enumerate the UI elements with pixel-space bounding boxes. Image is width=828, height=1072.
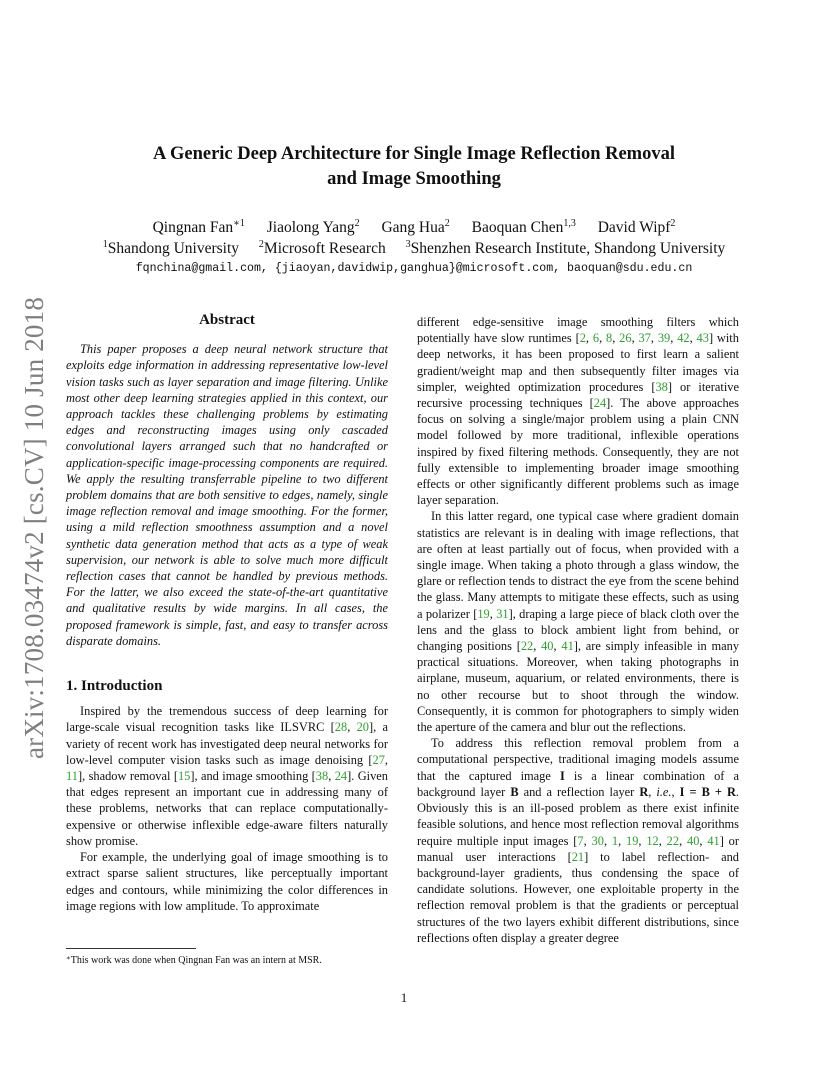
- text-run: different edge-sensitive image smoothing filters which potentially have slow runtimes [: [417, 315, 739, 346]
- text-run: ], a variety of recent work has investigated deep neural networks for low-level computer vision tasks such as image denoising [: [66, 720, 389, 767]
- author-name: Qingnan Fan: [152, 219, 234, 236]
- author-sup: 2: [444, 218, 450, 229]
- text-run: ] or iterative recursive processing techniques [: [417, 379, 740, 411]
- text-run: and a reflection layer: [518, 784, 640, 799]
- text-run: To address this reflection removal problem from a computational perspective, traditional imaging models assume that the captured image: [417, 736, 739, 783]
- right-paragraph-3: To address this reflection removal problem from a computational perspective, traditional imaging models assume that the captured image I is a linear combination of a background layer B and a reflection layer R, i.e., I = B + R. Obviously this is an ill-posed problem as there exist infinite feasible solutions, and hence most reflection removal algorithms require multiple input images [7, 30, 1, 19, 12, 22, 40, 41] or manual user interactions [21] to label reflection- and background-layer gradients, thus condensing the space of candidate solutions. However, one exploitable property in the reflection removal problem is that the gradients or perceptual structures of the two layers exhibit different distributions, since reflections often display a greater degree: [417, 736, 740, 945]
- title-line-2: and Image Smoothing: [327, 169, 501, 189]
- citation-link[interactable]: 41: [561, 639, 574, 654]
- introduction-heading: 1. Introduction: [66, 678, 163, 695]
- affil-sup: 2: [258, 239, 264, 250]
- page-number: 1: [400, 990, 408, 1005]
- text-run: ]. Given that edges represent an important cue in addressing many of these problems, networks that can replace computationally-expensive or otherwise inflexible edge-aware filters naturally show promise.: [66, 769, 388, 848]
- arxiv-stamp: arXiv:1708.03474v2 [cs.CV] 10 Jun 2018: [19, 296, 49, 760]
- citation-link[interactable]: 8: [606, 331, 613, 346]
- right-column: [417, 314, 739, 946]
- citation-link[interactable]: 30: [591, 833, 604, 848]
- citation-link[interactable]: 6: [592, 331, 600, 346]
- author-name: Gang Hua: [381, 219, 445, 236]
- intro-paragraph-2: For example, the underlying goal of image smoothing is to extract sparse salient structures, like perceptually important edges and contours, while minimizing the color differences in image regions with low amplitude. To approximate: [66, 850, 388, 913]
- citation-link[interactable]: 40: [687, 833, 700, 848]
- text-run: ] to label reflection- and background-layer gradients, thus condensing the space of candidate solutions. However, one exploitable property in the reflection removal problem is that the gradients or perceptual structures of the two layers exhibit different distributions, since reflections often display a greater degree: [417, 849, 739, 945]
- citation-link[interactable]: 11: [66, 769, 78, 784]
- author-sup: 1,3: [563, 218, 576, 229]
- citation-link[interactable]: 24: [593, 396, 607, 411]
- footnote-rule: [66, 948, 196, 949]
- citation-link[interactable]: 22: [666, 833, 680, 848]
- text-run: Inspired by the tremendous success of deep learning for large-scale visual recognition tasks like ILSVRC [: [66, 704, 388, 735]
- math-symbol: R: [639, 784, 649, 799]
- text-run: ], shadow removal [: [77, 769, 178, 784]
- right-paragraph-2: In this latter regard, one typical case where gradient domain statistics are relevant is in dealing with image reflections, that are often at least partially out of focus, when provided with a single image. When taking a photo through a glass window, the glare or reflection tends to distract the eye from the scene behind the glass. Many attempts to mitigate these effects, such as using a polarizer [19, 31], draping a large piece of black cloth over the lens and the glass to block ambient light from behind, or changing positions [22, 40, 41], are simply infeasible in many practical situations. Moreover, when taking photographs in airplane, museum, aquarium, or related environments, there is no other recourse but to shoot through the window. Consequently, it is common for photographers to simply widen the aperture of the camera and blur out the reflections.: [417, 509, 740, 735]
- abstract-text: This paper proposes a deep neural network structure that exploits edge information in addressing representative low-level vision tasks such as layer separation and image filtering. Unlike most other deep learning strategies applied in this context, our approach tackles these challenging problems by estimating edges and reconstructing images using only cascaded convolutional layers arranged such that no handcrafted or application-specific image-processing components are required. We apply the resulting transferrable pipeline to two different problem domains that are both sensitive to edges, namely, single image reflection removal and image smoothing. For the former, using a mild reflection smoothness assumption and a novel synthetic data generation method that acts as a type of weak supervision, our network is able to solve much more difficult reflection cases that cannot be handled by previous methods. For the latter, we also exceed the state-of-the-art quantitative and qualitative results by wide margins. In all cases, the proposed framework is simple, fast, and easy to transfer across disparate domains.: [66, 342, 388, 648]
- text-run: i.e.: [656, 784, 672, 799]
- affiliation-list: [0, 238, 828, 259]
- text-run: ,: [648, 784, 657, 799]
- paper-title: [0, 142, 828, 192]
- text-run: ,: [671, 784, 680, 799]
- citation-link[interactable]: 15: [177, 769, 191, 784]
- citation-link[interactable]: 20: [356, 720, 369, 735]
- citation-link[interactable]: 22: [520, 639, 534, 654]
- footnote-text: This work was done when Qingnan Fan was an intern at MSR.: [70, 955, 322, 966]
- text-run: ] with deep networks, it has been proposed to first learn a salient gradient/weight map and then subsequently filter images via simpler, weighted optimization procedures [: [417, 331, 739, 394]
- author-hua: [381, 219, 449, 236]
- intro-paragraph-1: Inspired by the tremendous success of deep learning for large-scale visual recognition tasks like ILSVRC [28, 20], a variety of recent work has investigated deep neural networks for low-level computer vision tasks such as image denoising [27, 11], shadow removal [15], and image smoothing [38, 24]. Given that edges represent an important cue in addressing many of these problems, networks that can replace computationally-expensive or otherwise inflexible edge-aware filters naturally show promise.: [66, 704, 389, 848]
- citation-link[interactable]: 12: [646, 833, 659, 848]
- affil-name: Shenzhen Research Institute, Shandong University: [410, 240, 726, 257]
- citation-link[interactable]: 41: [707, 833, 720, 848]
- text-run: ] or manual user interactions [: [417, 833, 739, 864]
- text-run: In this latter regard, one typical case where gradient domain statistics are relevant is in dealing with image reflections, that are often at least partially out of focus, when provided with a single image. When taking a photo through a glass window, the glare or reflection tends to distract the eye from the scene behind the glass. Many attempts to mitigate these effects, such as using a polarizer [: [417, 509, 739, 621]
- math-symbol: B: [510, 784, 519, 799]
- author-chen: [472, 219, 576, 236]
- footnote: [66, 948, 388, 967]
- citation-link[interactable]: 40: [541, 639, 554, 654]
- author-yang: [267, 219, 360, 236]
- affil-sup: 1: [102, 239, 108, 250]
- citation-link[interactable]: 21: [571, 849, 585, 864]
- title-line-1: A Generic Deep Architecture for Single Image Reflection Removal: [153, 144, 675, 164]
- author-emails[interactable]: fqnchina@gmail.com, {jiaoyan,davidwip,ganghua}@microsoft.com, baoquan@sdu.edu.cn: [135, 262, 693, 275]
- citation-link[interactable]: 27: [372, 752, 385, 767]
- right-paragraph-1: different edge-sensitive image smoothing filters which potentially have slow runtimes [2, 6, 8, 26, 37, 39, 42, 43] with deep networks, it has been proposed to first learn a salient gradient/weight map and then subsequently filter images via simpler, weighted optimization procedures [38] or iterative recursive processing techniques [24]. The above approaches focus on solving a single/major problem using a plain CNN model followed by more traditional, inflexible operations inspired by fixed filtering methods. Consequently, they are not fully extensible to implementing broader image smoothing effects or other significantly different problems such as image layer separation.: [417, 315, 740, 508]
- affiliation-3: [406, 240, 726, 257]
- citation-link[interactable]: 38: [655, 379, 668, 394]
- text-run: ]. The above approaches focus on solving a single/major problem using a plain CNN model followed by more traditional, inflexible operations inspired by fixed filtering methods. Consequently, they are not fully extensible to implementing broader image smoothing effects or other significantly different problems such as image layer separation.: [417, 396, 740, 508]
- left-column: [66, 312, 388, 914]
- author-block: [0, 217, 828, 259]
- affil-sup: 3: [405, 239, 411, 250]
- citation-link[interactable]: 37: [638, 331, 651, 346]
- citation-link[interactable]: 43: [696, 331, 709, 346]
- author-wipf: [598, 219, 676, 236]
- text-run: ], and image smoothing [: [190, 769, 316, 784]
- citation-link[interactable]: 19: [626, 833, 639, 848]
- citation-link[interactable]: 7: [577, 833, 584, 848]
- citation-link[interactable]: 38: [315, 769, 329, 784]
- citation-link[interactable]: 26: [619, 331, 632, 346]
- author-sup: 2: [354, 218, 360, 229]
- affil-name: Shandong University: [107, 240, 240, 257]
- citation-link[interactable]: 2: [579, 331, 586, 346]
- citation-link[interactable]: 31: [496, 606, 509, 621]
- affiliation-1: [103, 240, 239, 257]
- citation-link[interactable]: 24: [334, 769, 348, 784]
- author-fan: [153, 219, 245, 236]
- author-name: Baoquan Chen: [471, 219, 564, 236]
- author-sup: ∗1: [233, 218, 245, 229]
- text-run: ], draping a large piece of black cloth over the lens and the glass to block ambient light from behind, or changing positions [: [417, 606, 739, 654]
- author-sup: 2: [670, 218, 676, 229]
- author-name: David Wipf: [597, 219, 671, 236]
- citation-link[interactable]: 39: [657, 331, 671, 346]
- abstract-heading: Abstract: [199, 312, 255, 328]
- citation-link[interactable]: 42: [677, 331, 690, 346]
- citation-link[interactable]: 28: [334, 720, 348, 735]
- citation-link[interactable]: 1: [611, 833, 619, 848]
- author-name: Jiaolong Yang: [266, 219, 355, 236]
- affil-name: Microsoft Research: [263, 240, 386, 257]
- math-equation: I = B + R: [679, 784, 736, 799]
- text-run: . Obviously this is an ill-posed problem as there exist infinite feasible solutions, and hence most reflection removal algorithms require multiple input images [: [417, 784, 740, 848]
- author-list: [0, 217, 828, 238]
- text-run: ], are simply infeasible in many practical situations. Moreover, when taking photographs in airplane, museum, aquarium, or related environments, there is no other recourse but to shoot through the window. Consequently, it is common for photographers to simply widen the aperture of the camera and blur out the reflections.: [417, 639, 740, 735]
- text-run: is a linear combination of a background layer: [417, 768, 739, 799]
- footnote-mark: ∗: [66, 954, 71, 962]
- affiliation-2: [259, 240, 386, 257]
- citation-link[interactable]: 19: [477, 606, 490, 621]
- math-symbol: I: [559, 768, 565, 783]
